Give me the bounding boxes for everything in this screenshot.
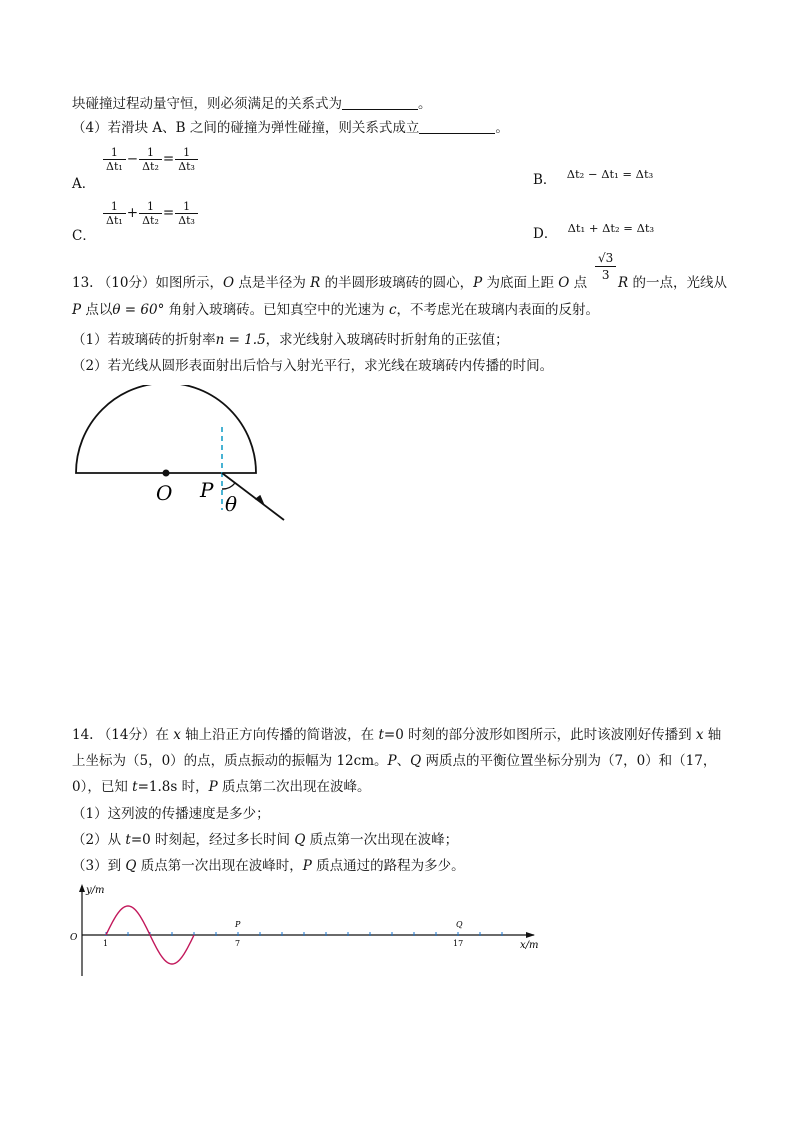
var-Q: Q <box>410 753 422 769</box>
var-Q: Q <box>125 858 137 874</box>
q14-text: 质点第一次出现在波峰； <box>305 832 459 848</box>
q13-text: 点 <box>569 275 588 291</box>
x-axis-arrow <box>526 932 535 938</box>
var-c: c <box>388 302 397 318</box>
q12-line2-text: （4）若滑块 A、B 之间的碰撞为弹性碰撞，则关系式成立 <box>72 120 420 136</box>
var-x: x <box>695 727 704 743</box>
q12-line2 <box>72 119 509 137</box>
q13-text: 角射入玻璃砖。已知真空中的光速为 <box>164 302 389 318</box>
var-P: P <box>208 779 218 795</box>
frac-num: 1 <box>103 200 126 214</box>
q14-text: 轴 <box>703 727 722 743</box>
frac-c2 <box>139 200 162 227</box>
q13-text: 为底面上距 <box>482 275 559 291</box>
operator: + <box>126 205 139 221</box>
frac-den: Δt₃ <box>178 214 195 227</box>
q14-sub2 <box>72 831 458 849</box>
q13-text: 的一点，光线从 <box>628 275 727 291</box>
option-c-label: C． <box>72 228 96 244</box>
frac-num: 1 <box>175 146 198 160</box>
q14-sub3 <box>72 857 465 875</box>
theta-value: θ = 60° <box>112 302 165 318</box>
q13-text: 点是半径为 <box>234 275 311 291</box>
answer-blank-2[interactable] <box>419 119 495 134</box>
option-a-expr <box>102 146 199 173</box>
q13-text: 13. （10分）如图所示， <box>72 275 223 291</box>
var-P: P <box>473 275 483 291</box>
option-d[interactable] <box>533 222 654 242</box>
frac-num: √3 <box>595 250 616 267</box>
var-Q: Q <box>294 832 306 848</box>
var-P: P <box>302 858 312 874</box>
option-d-label: D． <box>533 226 558 242</box>
q14-text: 、 <box>396 753 411 769</box>
q13-line1 <box>72 274 587 292</box>
point-label-P: P <box>235 920 241 929</box>
q14-text: 14. （14分）在 <box>72 727 174 743</box>
q14-text: 上坐标为（5，0）的点，质点振动的振幅为 12cm。 <box>72 753 388 769</box>
frac-den: Δt₁ <box>106 160 123 173</box>
var-x: x <box>173 727 181 743</box>
frac-den: 3 <box>601 268 610 282</box>
origin-label: O <box>70 933 78 943</box>
q12-line1-end: 。 <box>418 96 432 112</box>
q14-text: 两质点的平衡位置坐标分别为（7，0）和（17， <box>421 753 717 769</box>
var-R: R <box>618 275 629 291</box>
q14-text: 质点第二次出现在波峰。 <box>217 779 371 795</box>
semicircle-glass-figure <box>60 385 320 530</box>
option-d-expr: Δt₁ + Δt₂ = Δt₃ <box>567 221 655 235</box>
frac-num: 1 <box>139 146 162 160</box>
q14-text: （1）这列波的传播速度是多少； <box>72 806 270 822</box>
option-a-label: A． <box>72 176 96 192</box>
y-axis-label: y/m <box>86 885 105 896</box>
semicircle-outline <box>76 385 256 473</box>
q13-text: 点以 <box>81 302 113 318</box>
frac-num: 1 <box>175 200 198 214</box>
q14-text: 质点通过的路程为多少。 <box>311 858 465 874</box>
q14-text: 质点第一次出现在波峰时， <box>136 858 303 874</box>
x-axis-label: x/m <box>520 940 539 951</box>
q14-text: （2）从 <box>72 832 126 848</box>
option-b[interactable] <box>533 168 653 188</box>
tick-label-1: 1 <box>103 939 109 948</box>
q13-text: 的半圆形玻璃砖的圆心， <box>320 275 474 291</box>
q12-line2-end: 。 <box>495 120 509 136</box>
wave-figure <box>62 880 552 980</box>
q13-line1-tail <box>618 274 727 292</box>
var-O: O <box>558 275 570 291</box>
frac-c1 <box>103 200 126 227</box>
q14-line2 <box>72 752 716 770</box>
q13-text: ，不考虑光在玻璃内表面的反射。 <box>396 302 599 318</box>
q14-text: =0 时刻起，经过多长时间 <box>130 832 295 848</box>
operator: − <box>126 151 139 167</box>
tick-label-7: 7 <box>235 939 241 948</box>
point-label-Q: Q <box>456 920 463 929</box>
sqrt3-over-3 <box>595 250 616 283</box>
var-R: R <box>310 275 321 291</box>
tick-label-17: 17 <box>453 939 464 948</box>
equals: = <box>162 205 175 221</box>
frac-den: Δt₃ <box>178 160 195 173</box>
n-value: n = 1.5 <box>215 332 266 348</box>
frac-num: 1 <box>139 200 162 214</box>
frac-den: Δt₁ <box>106 214 123 227</box>
var-t: t <box>125 832 131 848</box>
var-P: P <box>72 302 82 318</box>
center-point-O <box>163 470 170 477</box>
frac-a3 <box>175 146 198 173</box>
label-O: O <box>156 481 173 505</box>
option-b-expr: Δt₂ − Δt₁ = Δt₃ <box>566 167 654 181</box>
label-theta: θ <box>225 492 238 516</box>
frac-den: Δt₂ <box>142 160 159 173</box>
q14-sub1 <box>72 805 270 823</box>
option-c-expr <box>102 200 199 227</box>
equals: = <box>162 151 175 167</box>
q14-line1 <box>72 726 721 744</box>
theta-arc <box>222 483 235 489</box>
frac-den: Δt₂ <box>142 214 159 227</box>
q13-sub1 <box>72 331 509 349</box>
q12-line1-text: 块碰撞过程动量守恒，则必须满足的关系式为 <box>72 96 342 112</box>
q12-line1 <box>72 95 432 113</box>
q13-text: （2）若光线从圆形表面射出后恰与入射光平行，求光线在玻璃砖内传播的时间。 <box>72 358 554 374</box>
q14-text: 轴上沿正方向传播的简谐波，在 <box>180 727 379 743</box>
q13-text: （1）若玻璃砖的折射率 <box>72 332 216 348</box>
frac-a1 <box>103 146 126 173</box>
var-t: t <box>378 727 384 743</box>
var-P: P <box>387 753 397 769</box>
q13-text: ，求光线射入玻璃砖时折射角的正弦值； <box>265 332 509 348</box>
q13-sub2 <box>72 357 553 375</box>
frac-c3 <box>175 200 198 227</box>
q14-text: =0 时刻的部分波形如图所示，此时该波刚好传播到 <box>383 727 696 743</box>
frac-num: 1 <box>103 146 126 160</box>
q14-text: （3）到 <box>72 858 126 874</box>
q14-text: =1.8s 时， <box>137 779 209 795</box>
q13-line2 <box>72 301 599 319</box>
var-t: t <box>132 779 138 795</box>
y-axis-arrow <box>79 884 85 892</box>
q14-text: 0），已知 <box>72 779 133 795</box>
var-O: O <box>222 275 235 291</box>
frac-a2 <box>139 146 162 173</box>
answer-blank-1[interactable] <box>342 95 418 110</box>
option-b-label: B． <box>533 172 557 188</box>
label-P: P <box>200 478 214 502</box>
q14-line3 <box>72 778 370 796</box>
